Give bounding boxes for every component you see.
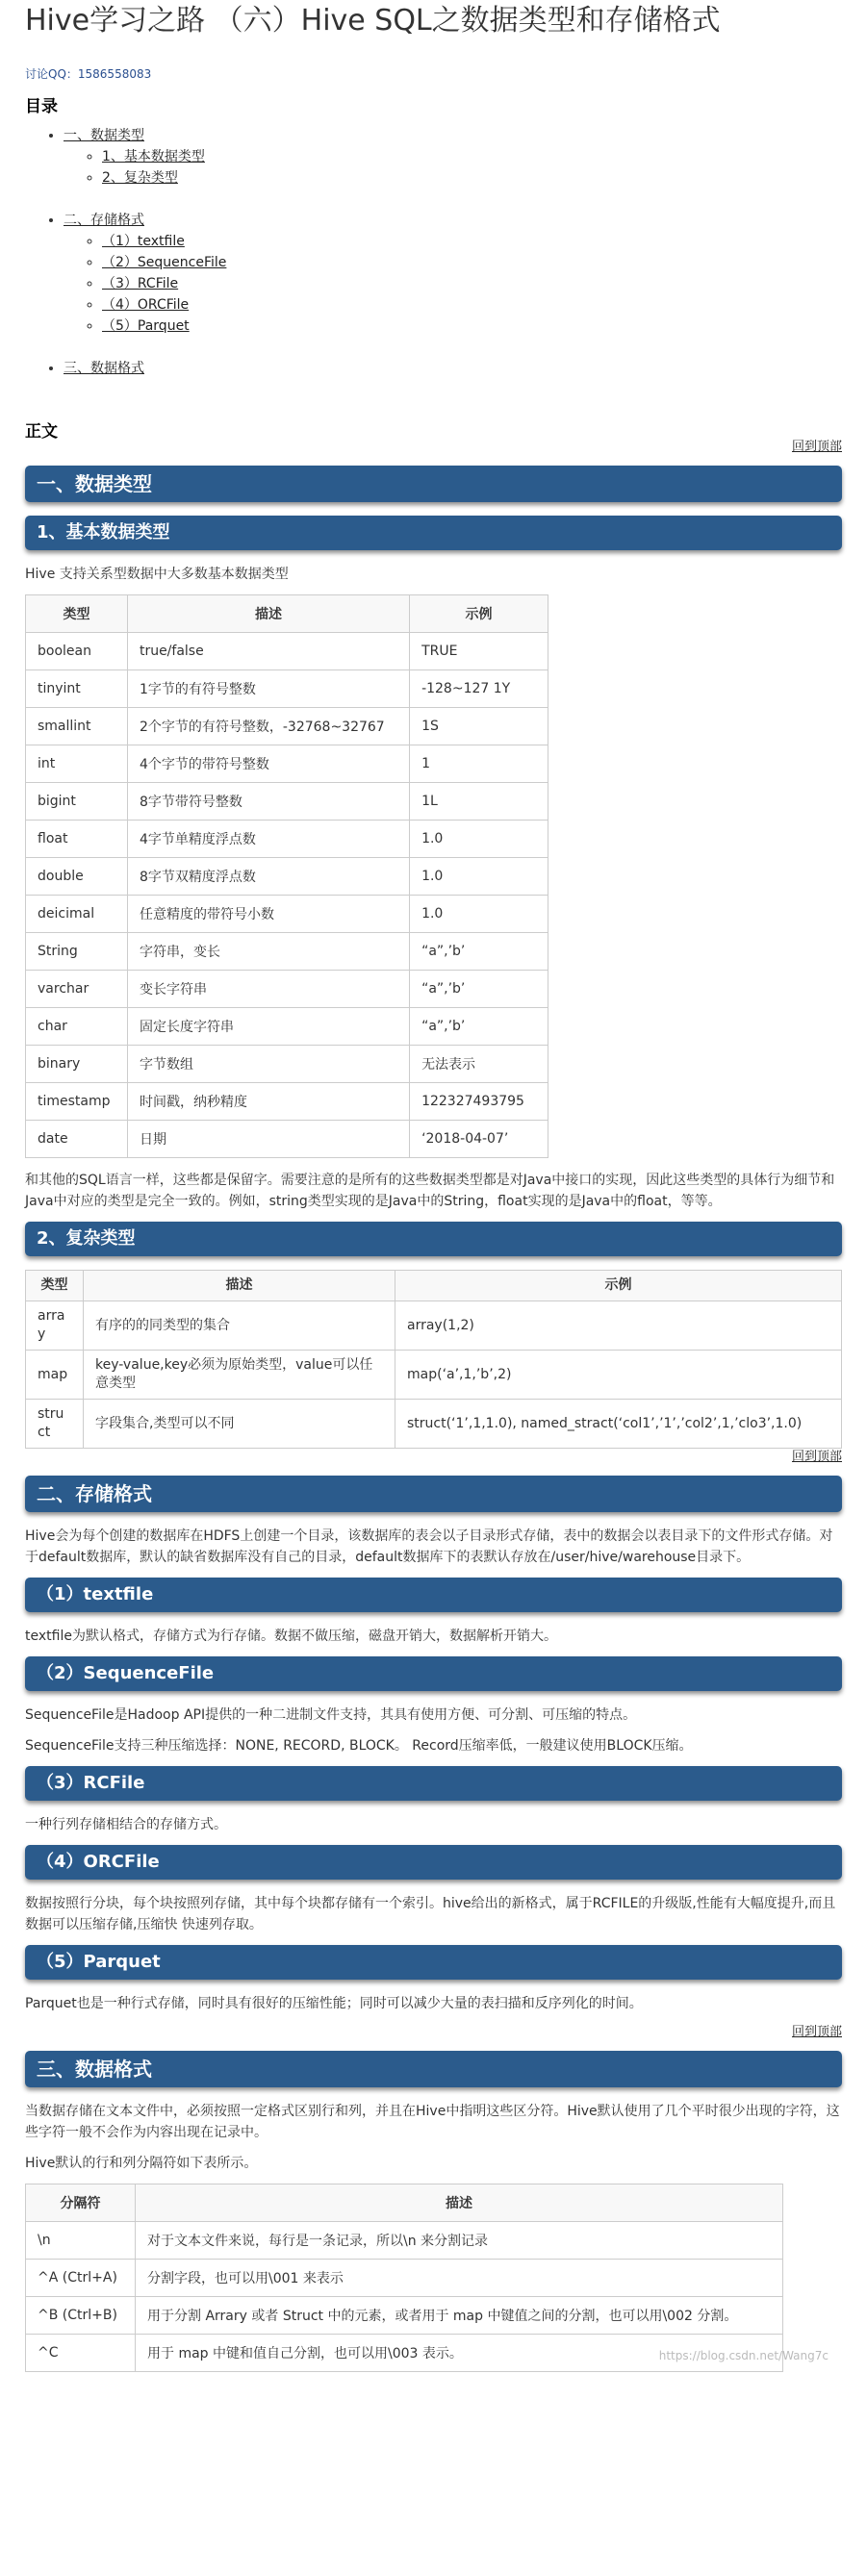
table-row — [26, 971, 548, 1008]
table-cell: tinyint — [26, 670, 128, 708]
table-cell: 用于分割 Arrary 或者 Struct 中的元素，或者用于 map 中键值之间的分割，也可以用\002 分割。 — [136, 2297, 783, 2335]
table-cell: 1.0 — [410, 858, 548, 896]
storage-intro: Hive会为每个创建的数据库在HDFS上创建一个目录，该数据库的表会以子目录形式存储，表中的数据会以表目录下的文件形式存储。对于default数据库，默认的缺省数据库没有自己的目录，default数据库下的表默认存放在/user/hive/warehouse目录下。 — [25, 1528, 833, 1565]
format-paragraph: 一种行列存储相结合的存储方式。 — [25, 1817, 227, 1832]
table-cell: float — [26, 821, 128, 858]
toc-link-sec3[interactable]: 三、数据格式 — [64, 361, 144, 376]
back-to-top-link[interactable]: 回到顶部 — [791, 440, 842, 454]
table-row — [26, 783, 548, 821]
table-cell: 有序的的同类型的集合 — [84, 1301, 395, 1351]
table-cell: 2个字节的有符号整数，-32768~32767 — [127, 708, 409, 745]
table-cell: \n — [26, 2222, 136, 2260]
table-cell: int — [26, 745, 128, 783]
table-cell: 1 — [410, 745, 548, 783]
table-cell: 1字节的有符号整数 — [127, 670, 409, 708]
table-row — [26, 896, 548, 933]
toc-link-textfile[interactable]: （1）textfile — [102, 234, 185, 249]
table-row — [26, 633, 548, 670]
table-cell: 任意精度的带符号小数 — [127, 896, 409, 933]
table-cell: 4字节单精度浮点数 — [127, 821, 409, 858]
table-row — [26, 1083, 548, 1121]
table-cell: 变长字符串 — [127, 971, 409, 1008]
complex-types-table — [25, 1270, 842, 1449]
table-cell: boolean — [26, 633, 128, 670]
table-row — [26, 2222, 783, 2260]
table-header: 类型 — [26, 595, 128, 633]
table-cell: ^C — [26, 2335, 136, 2372]
table-header: 描述 — [84, 1271, 395, 1301]
toc-link-rcfile[interactable]: （3）RCFile — [102, 276, 179, 291]
table-cell: array(1,2) — [395, 1301, 842, 1351]
section-heading-storage-formats: 二、存储格式 — [25, 1476, 842, 1512]
table-cell: struct — [26, 1400, 84, 1449]
toc-link-sec2[interactable]: 二、存储格式 — [64, 213, 144, 228]
table-cell: 固定长度字符串 — [127, 1008, 409, 1046]
table-row — [26, 670, 548, 708]
table-cell: date — [26, 1121, 128, 1158]
subsection-heading-format: （4）ORCFile — [25, 1845, 842, 1880]
table-cell: deicimal — [26, 896, 128, 933]
format-paragraph: SequenceFile支持三种压缩选择：NONE, RECORD, BLOCK。 Record压缩率低，一般建议使用BLOCK压缩。 — [25, 1738, 693, 1754]
table-cell: TRUE — [410, 633, 548, 670]
table-cell: 日期 — [127, 1121, 409, 1158]
toc-link-sec1[interactable]: 一、数据类型 — [64, 128, 144, 143]
toc-link-sec1-sub2[interactable]: 2、复杂类型 — [102, 170, 178, 186]
section-heading-data-types: 一、数据类型 — [25, 466, 842, 502]
body-heading: 正文 — [25, 422, 58, 442]
table-row — [26, 1008, 548, 1046]
table-header: 示例 — [410, 595, 548, 633]
table-cell: String — [26, 933, 128, 971]
table-cell: 字节数组 — [127, 1046, 409, 1083]
table-row — [26, 745, 548, 783]
table-header: 描述 — [136, 2185, 783, 2222]
back-to-top-link[interactable]: 回到顶部 — [791, 2025, 842, 2039]
page-title: Hive学习之路 （六）Hive SQL之数据类型和存储格式 — [25, 4, 721, 38]
table-cell: 8字节带符号整数 — [127, 783, 409, 821]
basic-types-note: 和其他的SQL语言一样，这些都是保留字。需要注意的是所有的这些数据类型都是对Java中接口的实现，因此这些类型的具体行为细节和Java中对应的类型是完全一致的。例如，string类型实现的是Java中的String，float实现的是Java中的float，等等。 — [25, 1173, 835, 1209]
table-cell: map — [26, 1351, 84, 1400]
table-cell: 用于 map 中键和值自己分割，也可以用\003 表示。 — [136, 2335, 783, 2372]
toc-list — [25, 125, 842, 379]
table-header: 描述 — [127, 595, 409, 633]
table-row — [26, 1351, 842, 1400]
table-row — [26, 1121, 548, 1158]
basic-types-intro: Hive 支持关系型数据中大多数基本数据类型 — [25, 567, 289, 582]
toc-item — [64, 358, 842, 379]
toc-link-sec1-sub1[interactable]: 1、基本数据类型 — [102, 149, 205, 164]
table-cell: 1.0 — [410, 821, 548, 858]
table-row — [26, 1400, 842, 1449]
table-cell: “a”,’b’ — [410, 971, 548, 1008]
toc-item — [64, 210, 842, 337]
table-cell: “a”,’b’ — [410, 933, 548, 971]
toc-item — [64, 125, 842, 189]
table-cell: timestamp — [26, 1083, 128, 1121]
toc-link-orcfile[interactable]: （4）ORCFile — [102, 297, 190, 313]
table-cell: 无法表示 — [410, 1046, 548, 1083]
toc-link-sequencefile[interactable]: （2）SequenceFile — [102, 255, 227, 270]
table-cell: bigint — [26, 783, 128, 821]
subsection-heading-format: （3）RCFile — [25, 1766, 842, 1801]
table-header: 示例 — [395, 1271, 842, 1301]
table-cell: varchar — [26, 971, 128, 1008]
table-cell: 对于文本文件来说，每行是一条记录，所以\n 来分割记录 — [136, 2222, 783, 2260]
format-paragraph: textfile为默认格式，存储方式为行存储。数据不做压缩，磁盘开销大，数据解析开销大。 — [25, 1629, 557, 1644]
table-cell: ^A (Ctrl+A) — [26, 2260, 136, 2297]
table-row — [26, 2260, 783, 2297]
table-cell: 时间戳，纳秒精度 — [127, 1083, 409, 1121]
format-paragraph: Parquet也是一种行式存储，同时具有很好的压缩性能；同时可以减少大量的表扫描和反序列化的时间。 — [25, 1996, 643, 2011]
data-format-intro: 当数据存储在文本文件中，必须按照一定格式区别行和列，并且在Hive中指明这些区分符。Hive默认使用了几个平时很少出现的字符，这些字符一般不会作为内容出现在记录中。 — [25, 2104, 840, 2140]
format-paragraph: SequenceFile是Hadoop API提供的一种二进制文件支持，其具有使用方便、可分割、可压缩的特点。 — [25, 1707, 637, 1723]
table-cell: struct(‘1’,1,1.0), named_stract(‘col1’,’1’,’col2’,1,’clo3’,1.0) — [395, 1400, 842, 1449]
table-row — [26, 1301, 842, 1351]
table-row — [26, 933, 548, 971]
subsection-heading-format: （5）Parquet — [25, 1945, 842, 1980]
table-row — [26, 2297, 783, 2335]
qq-contact: 讨论QQ：1586558083 — [25, 67, 152, 81]
table-cell: 1L — [410, 783, 548, 821]
table-row — [26, 858, 548, 896]
table-row — [26, 821, 548, 858]
table-cell: ^B (Ctrl+B) — [26, 2297, 136, 2335]
table-cell: 8字节双精度浮点数 — [127, 858, 409, 896]
basic-types-table — [25, 594, 548, 1158]
section-heading-data-format: 三、数据格式 — [25, 2051, 842, 2087]
table-cell: 1S — [410, 708, 548, 745]
table-cell: key-value,key必须为原始类型，value可以任意类型 — [84, 1351, 395, 1400]
table-cell: map(‘a’,1,’b’,2) — [395, 1351, 842, 1400]
toc-link-parquet[interactable]: （5）Parquet — [102, 318, 190, 334]
back-to-top-link[interactable]: 回到顶部 — [791, 1450, 842, 1464]
table-cell: 分割字段，也可以用\001 来表示 — [136, 2260, 783, 2297]
toc-heading: 目录 — [25, 97, 58, 116]
table-row — [26, 708, 548, 745]
table-cell: 1.0 — [410, 896, 548, 933]
data-format-intro2: Hive默认的行和列分隔符如下表所示。 — [25, 2156, 258, 2171]
table-cell: binary — [26, 1046, 128, 1083]
table-cell: 4个字节的带符号整数 — [127, 745, 409, 783]
table-cell: -128~127 1Y — [410, 670, 548, 708]
table-cell: array — [26, 1301, 84, 1351]
watermark: https://blog.csdn.net/Wang7c — [658, 2349, 829, 2362]
subsection-heading-complex-types: 2、复杂类型 — [25, 1222, 842, 1256]
table-cell: char — [26, 1008, 128, 1046]
subsection-heading-format: （1）textfile — [25, 1578, 842, 1612]
subsection-heading-basic-types: 1、基本数据类型 — [25, 516, 842, 550]
subsection-heading-format: （2）SequenceFile — [25, 1656, 842, 1691]
table-row — [26, 1046, 548, 1083]
table-cell: “a”,’b’ — [410, 1008, 548, 1046]
table-cell: true/false — [127, 633, 409, 670]
format-paragraph: 数据按照行分块，每个块按照列存储，其中每个块都存储有一个索引。hive给出的新格式，属于RCFILE的升级版,性能有大幅度提升,而且数据可以压缩存储,压缩快 快速列存取。 — [25, 1896, 836, 1932]
table-cell: 字段集合,类型可以不同 — [84, 1400, 395, 1449]
table-cell: ‘2018-04-07’ — [410, 1121, 548, 1158]
table-cell: 122327493795 — [410, 1083, 548, 1121]
delimiter-table — [25, 2184, 783, 2372]
table-cell: smallint — [26, 708, 128, 745]
table-cell: double — [26, 858, 128, 896]
table-header: 分隔符 — [26, 2185, 136, 2222]
table-header: 类型 — [26, 1271, 84, 1301]
table-cell: 字符串，变长 — [127, 933, 409, 971]
